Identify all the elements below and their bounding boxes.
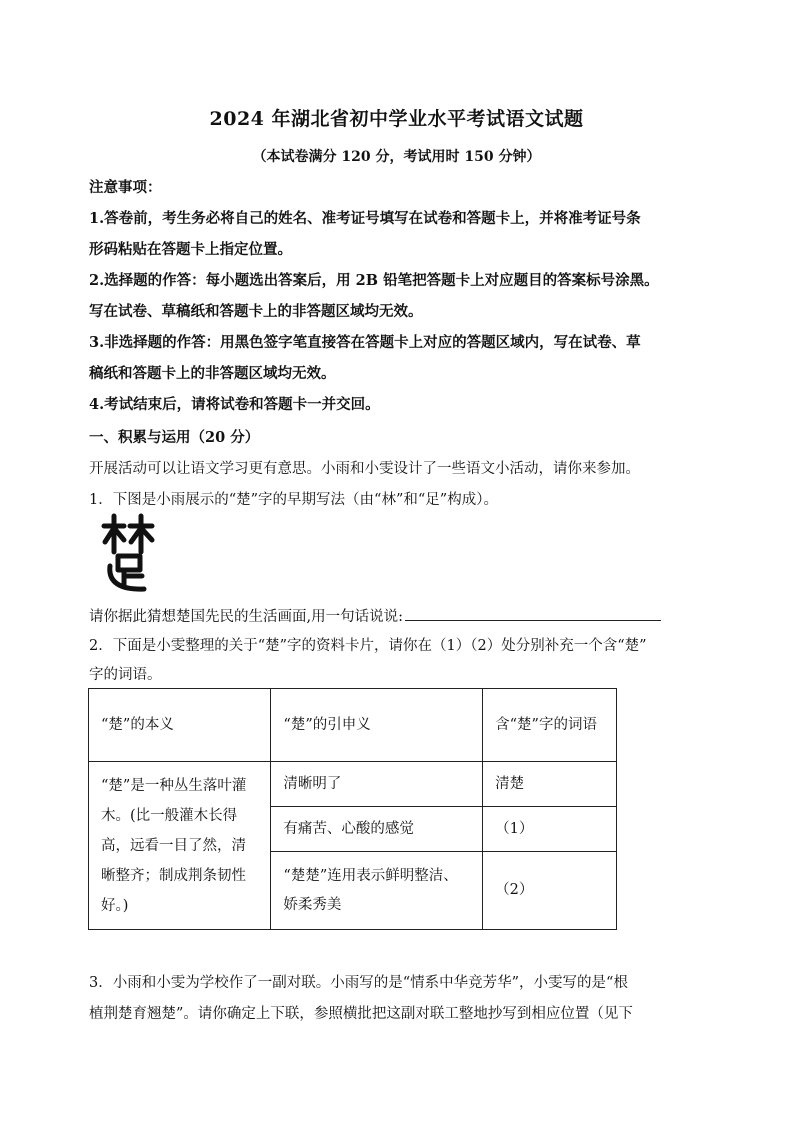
page-subtitle: （本试卷满分 120 分，考试用时 150 分钟） [252,149,541,165]
word-cell-blank-1[interactable]: （1） [483,807,617,852]
notice-line: 写在试卷、草稿纸和答题卡上的非答题区域均无效。 [89,303,423,320]
notice-line: 4.考试结束后，请将试卷和答题卡一并交回。 [89,396,380,413]
extended-meaning-cell: “楚楚”连用表示鲜明整洁、娇柔秀美 [271,852,483,930]
table-header-row [89,689,617,762]
chu-info-card-table [88,688,617,930]
extended-meaning-cell: 有痛苦、心酸的感觉 [271,807,483,852]
section-intro: 开展活动可以让语文学习更有意思。小雨和小雯设计了一些语文小活动，请你来参加。 [89,461,640,477]
question-1: 1．下图是小雨展示的“楚”字的早期写法（由“林”和“足”构成）。 [89,492,498,508]
question-1-prompt-text: 请你据此猜想楚国先民的生活画面,用一句话说说: [89,609,403,625]
notice-line: 3.非选择题的作答：用黑色签字笔直接答在答题卡上对应的答题区域内，写在试卷、草 [89,334,641,351]
original-meaning-cell: “楚”是一种丛生落叶灌木。(比一般灌木长得高，远看一目了然，清晰整齐；制成荆条韧性好。) [89,762,271,930]
section-heading: 一、积累与运用（20 分） [89,429,260,446]
question-2: 2．下面是小雯整理的关于“楚”字的资料卡片，请你在（1）（2）处分别补充一个含“楚” [89,638,647,654]
header-words: 含“楚”字的词语 [483,689,617,762]
table-row [89,762,617,807]
header-original-meaning: “楚”的本义 [89,689,271,762]
page-title: 2024 年湖北省初中学业水平考试语文试题 [209,108,584,130]
notice-heading: 注意事项： [89,179,162,196]
word-cell: 清楚 [483,762,617,807]
question-2-cont: 字的词语。 [89,667,162,683]
notice-line: 稿纸和答题卡上的非答题区域均无效。 [89,365,336,382]
notice-line: 1.答卷前，考生务必将自己的姓名、准考证号填写在试卷和答题卡上，并将准考证号条 [89,210,641,227]
header-extended-meaning: “楚”的引申义 [271,689,483,762]
question-3: 3．小雨和小雯为学校作了一副对联。小雨写的是“情系中华竞芳华”，小雯写的是“根 [89,975,628,991]
question-1-prompt [89,605,709,626]
answer-blank[interactable] [405,606,661,621]
word-cell-blank-2[interactable]: （2） [483,852,617,930]
notice-line: 2.选择题的作答：每小题选出答案后，用 2B 铅笔把答题卡上对应题目的答案标号涂黑。 [89,272,659,289]
extended-meaning-cell: 清晰明了 [271,762,483,807]
seal-script-chu-glyph [100,512,156,592]
notice-line: 形码粘贴在答题卡上指定位置。 [89,241,292,258]
question-3-cont: 植荆楚育翘楚”。请你确定上下联，参照横批把这副对联工整地抄写到相应位置（见下 [89,1006,633,1022]
